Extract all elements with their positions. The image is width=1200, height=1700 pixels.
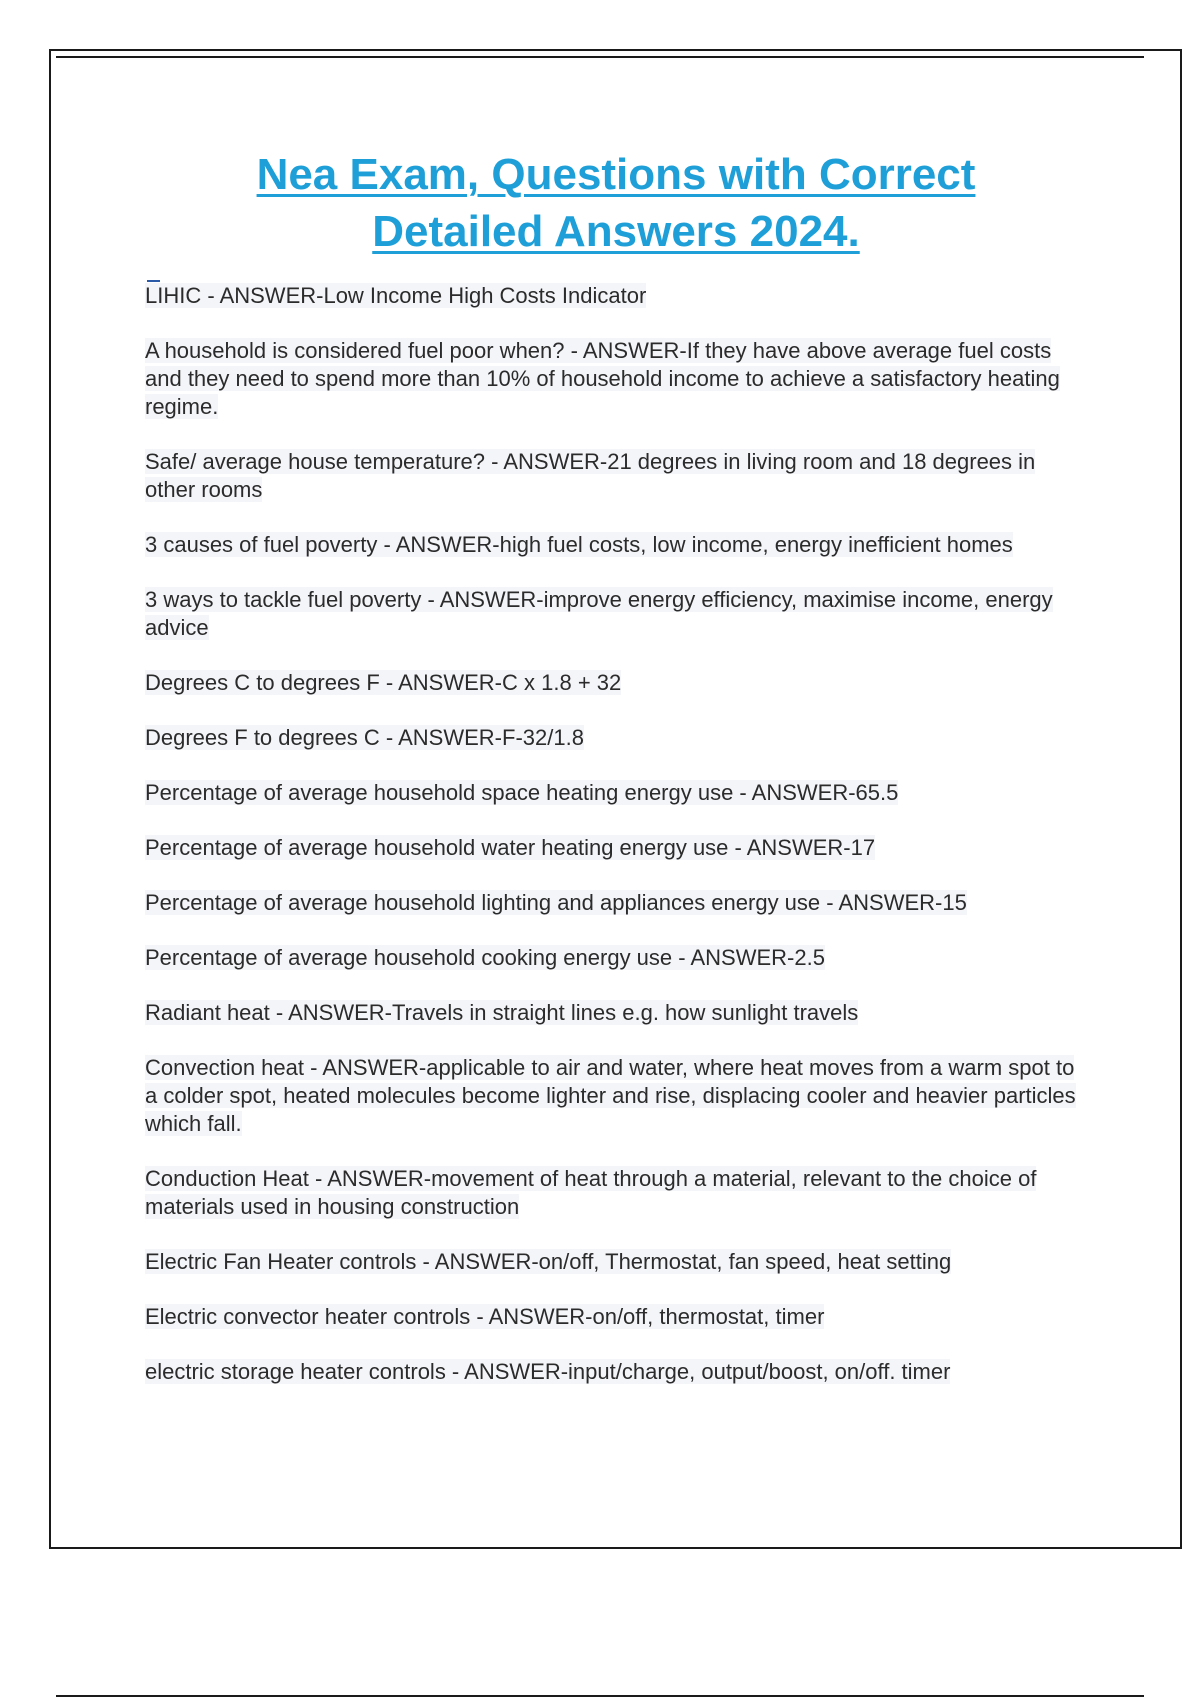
document-title: Nea Exam, Questions with Correct Detailed Answers 2024. [256, 150, 976, 256]
qa-item [145, 1358, 1090, 1386]
qa-item-text: Conduction Heat - ANSWER-movement of heat through a material, relevant to the choice of materials used in housing construction [145, 1166, 1037, 1219]
qa-item-text: Electric Fan Heater controls - ANSWER-on/off, Thermostat, fan speed, heat setting [145, 1249, 952, 1274]
qa-item [145, 1165, 1090, 1221]
qa-item-text: Electric convector heater controls - ANSWER-on/off, thermostat, timer [145, 1304, 825, 1329]
qa-item-text: Percentage of average household cooking energy use - ANSWER-2.5 [145, 945, 825, 970]
qa-item-text: LIHIC - ANSWER-Low Income High Costs Indicator [145, 283, 647, 308]
qa-item [145, 724, 1090, 752]
qa-item [145, 889, 1090, 917]
qa-item [145, 1248, 1090, 1276]
qa-item-text: Degrees F to degrees C - ANSWER-F-32/1.8 [145, 725, 584, 750]
qa-item [145, 779, 1090, 807]
qa-item-text: Percentage of average household water heating energy use - ANSWER-17 [145, 835, 876, 860]
qa-item [145, 337, 1090, 421]
qa-item [145, 1054, 1090, 1138]
qa-item-text: Safe/ average house temperature? - ANSWER-21 degrees in living room and 18 degrees in other rooms [145, 449, 1036, 502]
qa-item-text: Radiant heat - ANSWER-Travels in straight lines e.g. how sunlight travels [145, 1000, 859, 1025]
qa-item [145, 1303, 1090, 1331]
qa-item-text: 3 causes of fuel poverty - ANSWER-high fuel costs, low income, energy inefficient homes [145, 532, 1013, 557]
bottom-rule [56, 1695, 1144, 1697]
qa-item [145, 999, 1090, 1027]
qa-item-text: Degrees C to degrees F - ANSWER-C x 1.8 + 32 [145, 670, 622, 695]
qa-item [145, 834, 1090, 862]
qa-item-text: 3 ways to tackle fuel poverty - ANSWER-improve energy efficiency, maximise income, energy advice [145, 587, 1053, 640]
qa-item [145, 282, 1090, 310]
qa-item-text: Convection heat - ANSWER-applicable to air and water, where heat moves from a warm spot to a colder spot, heated molecules become lighter and rise, displacing cooler and heavier particles which fall. [145, 1055, 1076, 1136]
qa-item [145, 586, 1090, 642]
qa-item [145, 669, 1090, 697]
qa-list [145, 282, 1090, 1413]
qa-item-text: A household is considered fuel poor when? - ANSWER-If they have above average fuel costs and they need to spend more than 10% of household income to achieve a satisfactory heating regime. [145, 338, 1060, 419]
qa-item [145, 448, 1090, 504]
qa-item-text: Percentage of average household space heating energy use - ANSWER-65.5 [145, 780, 899, 805]
qa-item [145, 531, 1090, 559]
qa-item-text: electric storage heater controls - ANSWER-input/charge, output/boost, on/off. timer [145, 1359, 951, 1384]
qa-item [145, 944, 1090, 972]
qa-item-text: Percentage of average household lighting and appliances energy use - ANSWER-15 [145, 890, 967, 915]
